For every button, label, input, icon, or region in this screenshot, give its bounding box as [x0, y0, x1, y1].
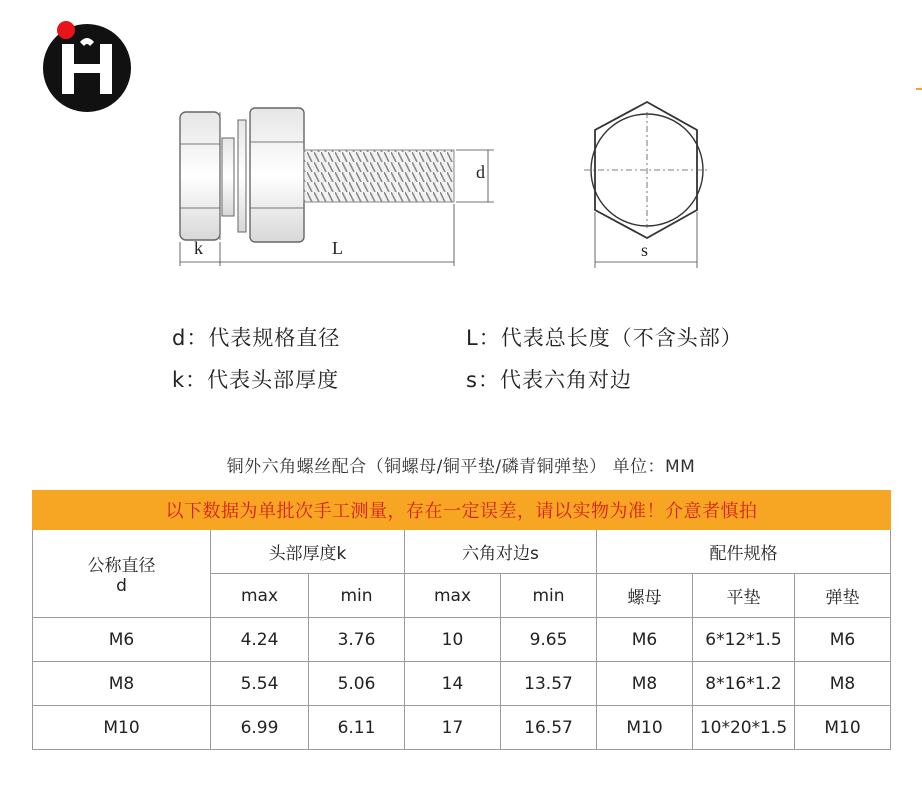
header-s-min: min [501, 574, 597, 618]
cell-s-max: 10 [405, 618, 501, 662]
legend-k: k：代表头部厚度 [172, 368, 340, 392]
table-row [33, 706, 891, 750]
header-accessories: 配件规格 [597, 530, 891, 574]
header-nominal-label: 公称直径 [87, 556, 156, 576]
legend-s: s：代表六角对边 [466, 368, 632, 392]
dim-label-s: s [641, 240, 649, 260]
legend-L: L：代表总长度（不含头部） [466, 326, 743, 350]
cell-k-max: 6.99 [211, 706, 309, 750]
flat-washer [238, 120, 246, 232]
cell-k-max: 4.24 [211, 618, 309, 662]
header-flat-washer: 平垫 [693, 574, 795, 618]
cell-flat-washer: 6*12*1.5 [693, 618, 795, 662]
cell-flat-washer: 10*20*1.5 [693, 706, 795, 750]
bolt-drawing [160, 92, 880, 282]
header-nominal-sub: d [116, 576, 127, 596]
legend-d: d：代表规格直径 [172, 326, 341, 350]
cell-d: M6 [33, 618, 211, 662]
dim-label-L: L [332, 238, 343, 258]
cell-k-max: 5.54 [211, 662, 309, 706]
header-k-max: max [211, 574, 309, 618]
dim-label-d: d [476, 162, 485, 182]
header-k-min: min [309, 574, 405, 618]
header-head-thickness: 头部厚度k [211, 530, 405, 574]
cell-s-min: 9.65 [501, 618, 597, 662]
hex-end-view [584, 102, 710, 268]
hex-nut [250, 108, 304, 242]
cell-k-min: 6.11 [309, 706, 405, 750]
cell-s-min: 13.57 [501, 662, 597, 706]
table-row [33, 618, 891, 662]
cell-k-min: 3.76 [309, 618, 405, 662]
cell-spring-washer: M10 [795, 706, 891, 750]
table-caption: 铜外六角螺丝配合（铜螺母/铜平垫/磷青铜弹垫） 单位：MM [226, 457, 696, 477]
cell-flat-washer: 8*16*1.2 [693, 662, 795, 706]
cell-s-max: 17 [405, 706, 501, 750]
header-s-max: max [405, 574, 501, 618]
cell-nut: M6 [597, 618, 693, 662]
cell-k-min: 5.06 [309, 662, 405, 706]
spring-washer [222, 138, 234, 216]
bolt-head [180, 112, 220, 240]
cell-nut: M10 [597, 706, 693, 750]
logo-red-dot-icon [57, 21, 75, 39]
spec-table [32, 490, 891, 750]
cell-spring-washer: M6 [795, 618, 891, 662]
header-nut: 螺母 [597, 574, 693, 618]
cell-spring-washer: M8 [795, 662, 891, 706]
accent-mark [916, 88, 922, 90]
cell-d: M8 [33, 662, 211, 706]
notice-banner: 以下数据为单批次手工测量，存在一定误差，请以实物为准！介意者慎拍 [33, 491, 891, 530]
cell-s-max: 14 [405, 662, 501, 706]
company-logo [24, 12, 150, 112]
cell-nut: M8 [597, 662, 693, 706]
header-nominal-diameter [33, 530, 211, 618]
header-spring-washer: 弹垫 [795, 574, 891, 618]
table-row [33, 662, 891, 706]
cell-s-min: 16.57 [501, 706, 597, 750]
cell-d: M10 [33, 706, 211, 750]
dim-label-k: k [194, 238, 203, 258]
header-hex-across: 六角对边s [405, 530, 597, 574]
threaded-shank [304, 150, 454, 202]
